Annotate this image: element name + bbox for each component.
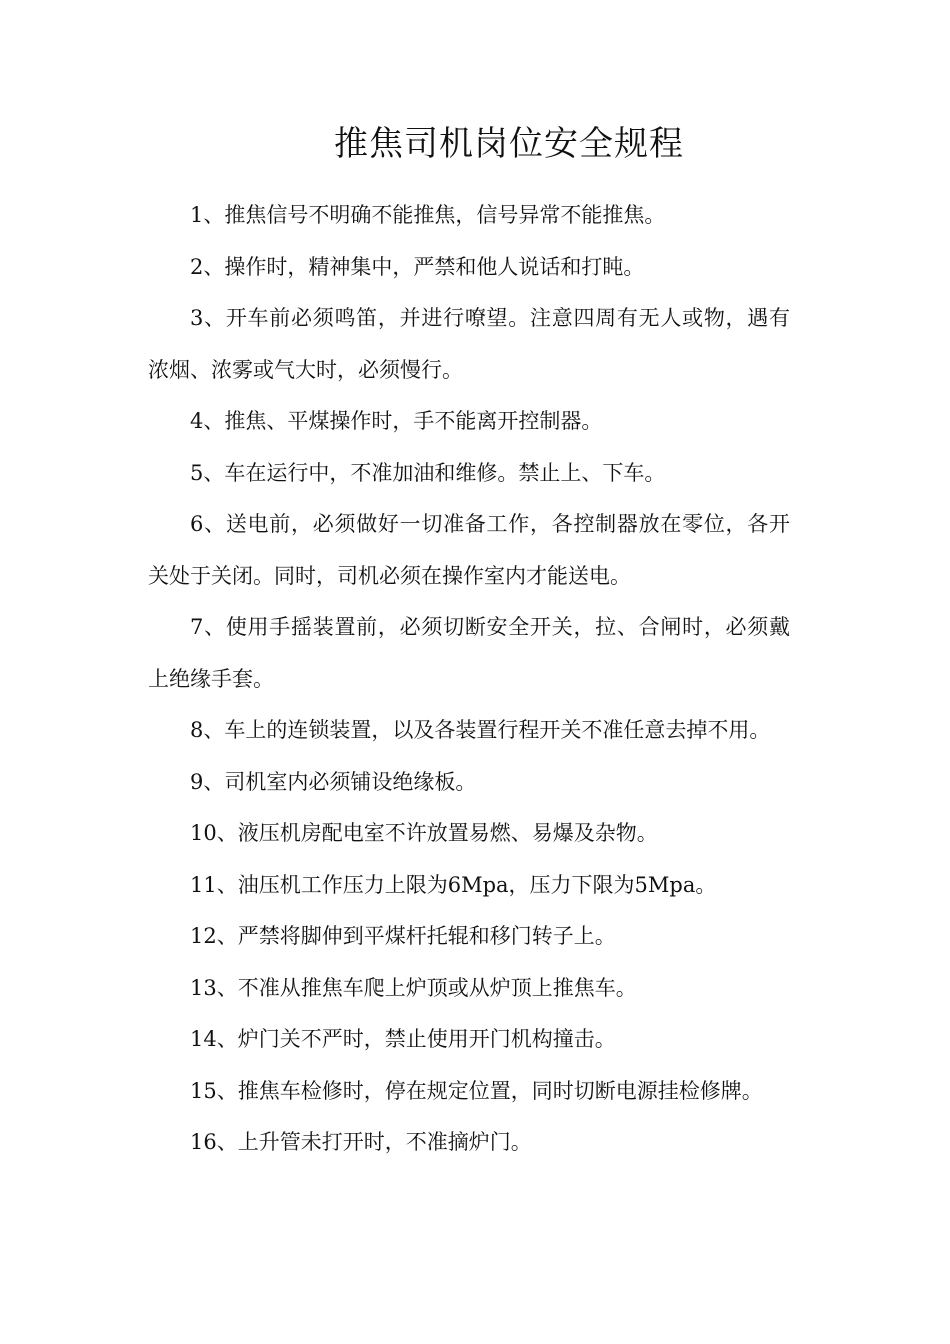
rule-item-15: 15、推焦车检修时，停在规定位置，同时切断电源挂检修牌。 bbox=[190, 1078, 763, 1103]
rule-item-12: 12、严禁将脚伸到平煤杆托辊和移门转子上。 bbox=[190, 924, 616, 948]
rule-item-7: 7、使用手摇装置前，必须切断安全开关，拉、合闸时，必须戴上绝缘手套。 bbox=[148, 615, 790, 691]
rule-item-16: 16、上升管未打开时，不准摘炉门。 bbox=[190, 1130, 532, 1154]
rule-item-6: 6、送电前，必须做好一切准备工作，各控制器放在零位，各开关处于关闭。同时，司机必须在操作室内才能送电。 bbox=[148, 512, 790, 588]
rule-item-4: 4、推焦、平煤操作时，手不能离开控制器。 bbox=[190, 409, 603, 433]
rule-item-2: 2、操作时，精神集中，严禁和他人说话和打盹。 bbox=[190, 254, 645, 279]
document-title: 推焦司机岗位安全规程 bbox=[334, 124, 684, 164]
rule-item-1: 1、推焦信号不明确不能推焦，信号异常不能推焦。 bbox=[190, 203, 666, 227]
rule-item-9: 9、司机室内必须铺设绝缘板。 bbox=[190, 769, 477, 794]
rules-list bbox=[148, 190, 790, 1169]
rule-item-14: 14、炉门关不严时，禁止使用开门机构撞击。 bbox=[190, 1027, 616, 1051]
rule-item-10: 10、液压机房配电室不许放置易燃、易爆及杂物。 bbox=[190, 821, 658, 845]
rule-item-11: 11、油压机工作压力上限为6Mpa，压力下限为5Mpa。 bbox=[190, 872, 717, 897]
rule-item-8: 8、车上的连锁装置，以及各装置行程开关不准任意去掉不用。 bbox=[190, 718, 771, 742]
rule-item-3: 3、开车前必须鸣笛，并进行嘹望。注意四周有无人或物，遇有浓烟、浓雾或气大时，必须慢行。 bbox=[148, 306, 790, 382]
rule-item-5: 5、车在运行中，不准加油和维修。禁止上、下车。 bbox=[190, 460, 666, 485]
rule-item-13: 13、不准从推焦车爬上炉顶或从炉顶上推焦车。 bbox=[190, 975, 637, 1000]
